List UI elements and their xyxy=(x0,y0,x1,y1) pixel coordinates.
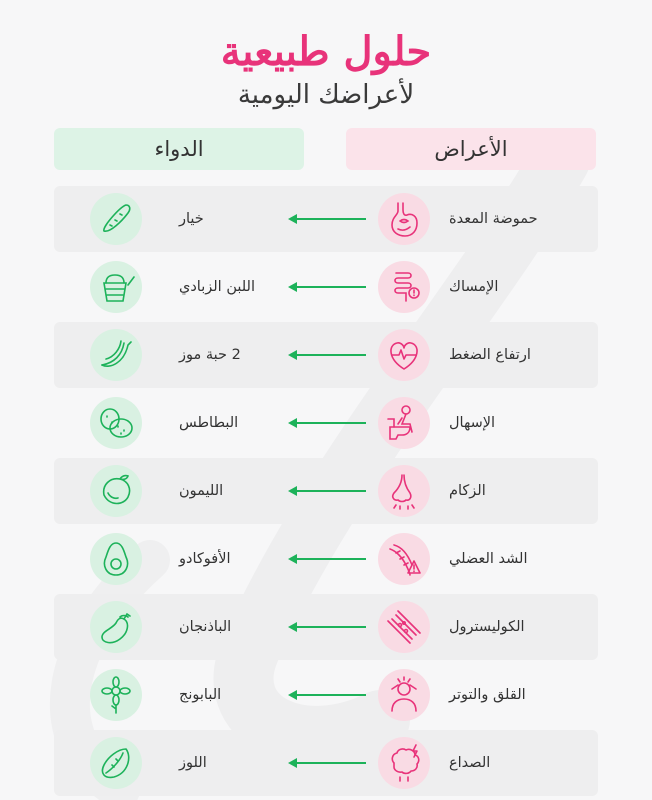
arrow-left-icon xyxy=(288,349,366,361)
arrow-left-icon xyxy=(288,281,366,293)
heart-pulse-icon xyxy=(378,329,430,381)
table-row xyxy=(54,458,598,524)
remedy-label: الليمون xyxy=(179,483,224,499)
chamomile-icon xyxy=(90,669,142,721)
table-row xyxy=(54,730,598,796)
remedy-label: خيار xyxy=(179,211,204,227)
remedy-label: البطاطس xyxy=(179,415,239,431)
intestine-icon xyxy=(378,261,430,313)
toilet-icon xyxy=(378,397,430,449)
potato-icon xyxy=(90,397,142,449)
table-row xyxy=(54,390,598,456)
almond-icon xyxy=(90,737,142,789)
arrow-left-icon xyxy=(288,417,366,429)
table-row xyxy=(54,322,598,388)
symptom-label: الشد العضلي xyxy=(449,551,528,567)
remedy-label: 2 حبة موز xyxy=(179,347,241,363)
eggplant-icon xyxy=(90,601,142,653)
table-row xyxy=(54,254,598,320)
symptom-label: الزكام xyxy=(449,483,486,499)
remedy-label: البابونج xyxy=(179,687,222,703)
arrow-left-icon xyxy=(288,485,366,497)
arrow-left-icon xyxy=(288,621,366,633)
table-row xyxy=(54,526,598,592)
avocado-icon xyxy=(90,533,142,585)
artery-icon xyxy=(378,601,430,653)
page-title: حلول طبيعية xyxy=(220,28,432,75)
symptom-label: الإمساك xyxy=(449,279,499,295)
arrow-left-icon xyxy=(288,757,366,769)
table-row xyxy=(54,662,598,728)
page-subtitle: لأعراضك اليومية xyxy=(237,80,415,110)
arrow-left-icon xyxy=(288,689,366,701)
banana-icon xyxy=(90,329,142,381)
arrow-left-icon xyxy=(288,213,366,225)
remedy-label: الأفوكادو xyxy=(179,551,231,567)
symptom-label: الصداع xyxy=(449,755,491,771)
symptom-label: ارتفاع الضغط xyxy=(449,347,531,363)
brain-lightning-icon xyxy=(378,737,430,789)
lemon-icon xyxy=(90,465,142,517)
remedy-label: الباذنجان xyxy=(179,619,232,635)
stomach-icon xyxy=(378,193,430,245)
symptom-label: القلق والتوتر xyxy=(449,687,526,703)
cucumber-icon xyxy=(90,193,142,245)
nose-icon xyxy=(378,465,430,517)
remedy-label: اللبن الزبادي xyxy=(179,279,255,295)
symptom-label: حموضة المعدة xyxy=(449,211,538,227)
remedy-label: اللوز xyxy=(179,755,207,771)
symptoms-header: الأعراض xyxy=(346,128,596,170)
table-row xyxy=(54,594,598,660)
arrow-left-icon xyxy=(288,553,366,565)
symptom-remedy-table xyxy=(54,186,598,798)
stress-icon xyxy=(378,669,430,721)
symptom-label: الإسهال xyxy=(449,415,496,431)
yogurt-icon xyxy=(90,261,142,313)
table-row xyxy=(54,186,598,252)
muscle-warning-icon xyxy=(378,533,430,585)
remedy-header: الدواء xyxy=(54,128,304,170)
symptom-label: الكوليسترول xyxy=(449,619,525,635)
